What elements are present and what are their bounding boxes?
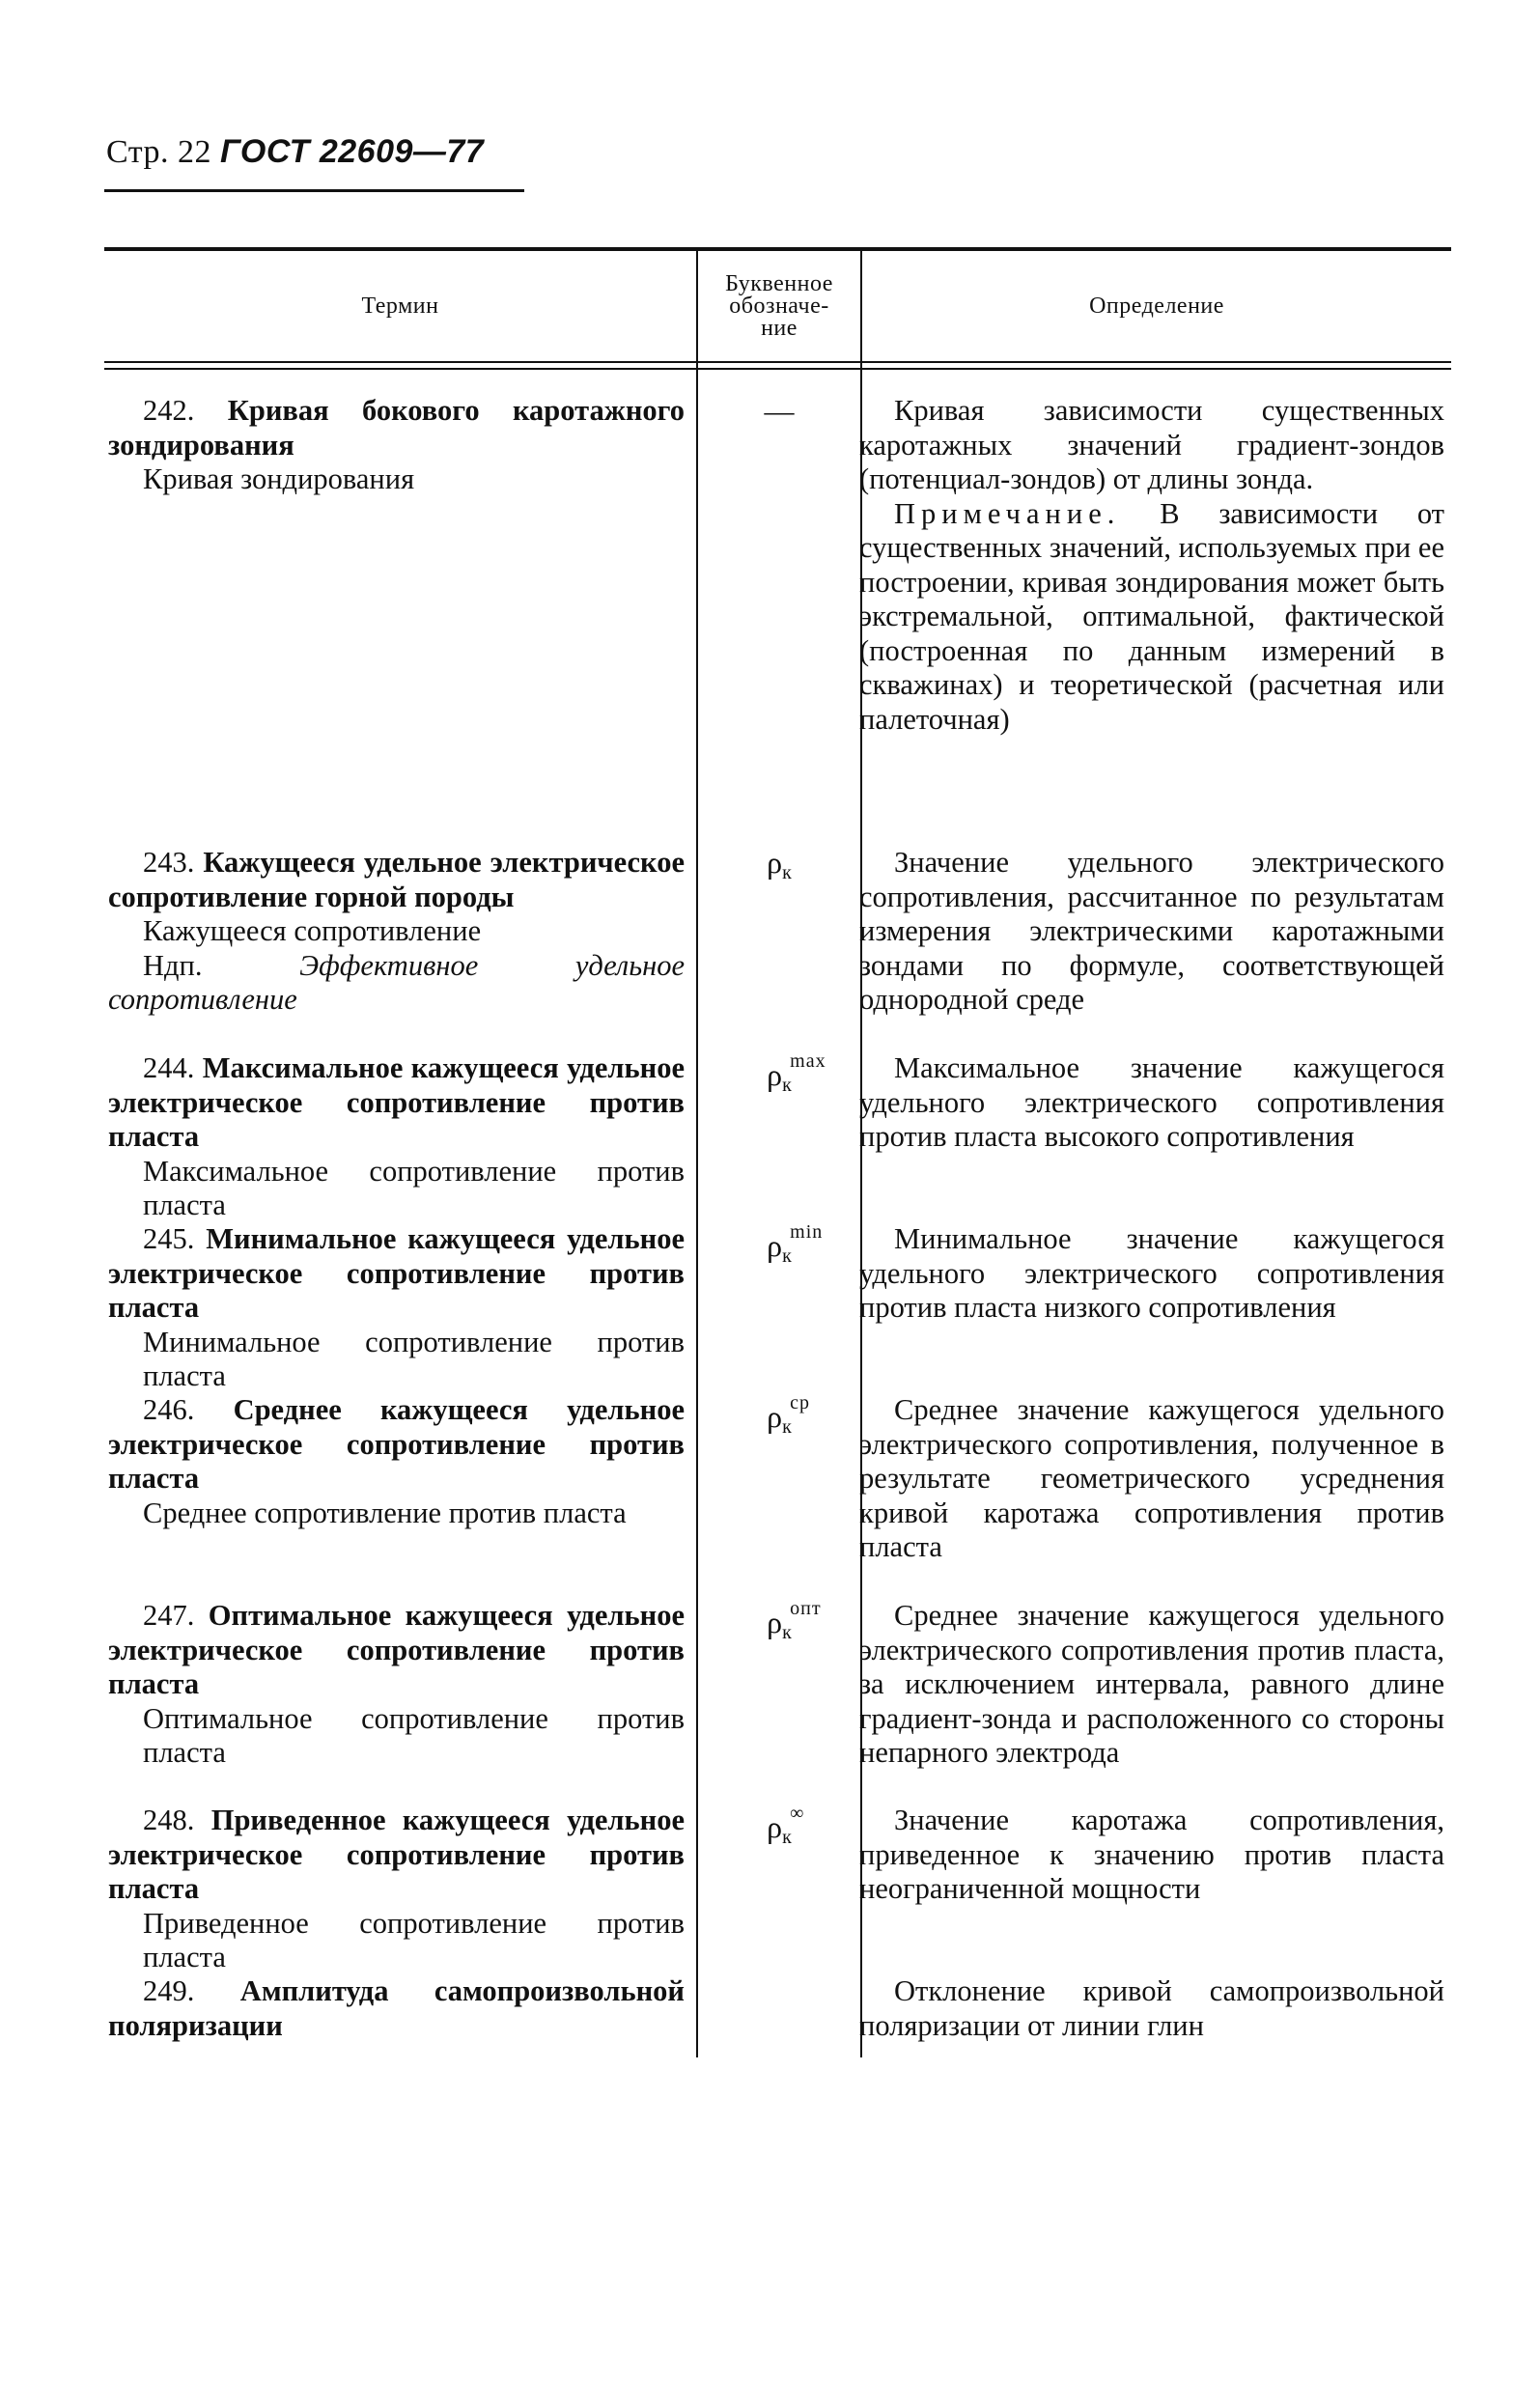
definition-243 [859,846,1444,1018]
symbol-247 [698,1598,860,1644]
term-title: Минимальное кажущееся удельное электрическое сопротивление против пласта [108,1222,685,1324]
definition-242 [859,394,1444,737]
table-head-rule-double [104,368,1451,370]
definition-text: Отклонение кривой самопроизвольной поляризации от линии глин [859,1974,1444,2042]
term-synonym: Среднее сопротивление против пласта [143,1496,627,1529]
definition-text: Максимальное значение кажущегося удельного электрического сопротивления против пласта высокого сопротивления [859,1051,1444,1153]
definition-244 [859,1051,1444,1155]
term-249 [108,1974,685,2043]
term-synonym: Минимальное сопротивление против пласта [143,1325,685,1392]
column-header-term: Термин [361,293,439,319]
term-title: Среднее кажущееся удельное электрическое сопротивление против пласта [108,1393,685,1495]
column-header-definition: Определение [1089,293,1224,319]
definition-text: Кривая зависимости существенных каротажных значений градиент-зондов (потенциал-зондов) от длины зонда. [859,394,1444,495]
term-number: 249. [143,1974,195,2007]
symbol-243 [698,846,860,884]
definition-248 [859,1804,1444,1907]
symbol-242: — [764,394,795,428]
definition-245 [859,1222,1444,1326]
rho-symbol: ρк ср [767,1392,811,1438]
symbol-248 [698,1803,860,1849]
definition-247 [859,1599,1444,1771]
page-label: Стр. 22 [106,134,212,170]
rho-symbol: ρк min [767,1221,824,1267]
ndp-label: Ндп. [143,948,203,982]
term-synonym: Оптимальное сопротивление против пласта [143,1701,685,1769]
note-label: Примечание. [894,496,1121,530]
term-number: 246. [143,1393,195,1426]
term-title: Приведенное кажущееся удельное электрическое сопротивление против пласта [108,1804,686,1905]
term-synonym: Максимальное сопротивление против пласта [143,1154,685,1221]
rho-symbol: ρк [767,845,792,883]
definition-text: Значение каротажа сопротивления, приведенное к значению против пласта неограниченной мощности [859,1804,1444,1905]
note-text: В зависимости от существенных значений, используемых при ее построении, кривая зондирования может быть экстремальной, оптимальной, фактической (построенная по данным измерений в скважинах) и теоретической (расчетная или палеточная) [859,496,1444,736]
term-244 [108,1051,685,1223]
definition-text: Среднее значение кажущегося удельного электрического сопротивления, полученное в результате геометрического усреднения кривой каротажа сопротивления против пласта [859,1393,1444,1563]
symbol-246 [698,1392,860,1439]
term-number: 244. [143,1051,195,1084]
term-number: 243. [143,846,195,879]
term-number: 245. [143,1222,195,1255]
term-248 [108,1804,685,1975]
term-number: 242. [143,394,195,427]
ndp-term: Эффективное удельное сопротивление [108,948,685,1016]
term-title: Кажущееся удельное электрическое сопротивление горной породы [108,846,685,913]
terms-table [104,247,1451,2057]
term-title: Оптимальное кажущееся удельное электрическое сопротивление против пласта [108,1599,685,1700]
definition-text: Минимальное значение кажущегося удельного электрического сопротивления против пласта низкого сопротивления [859,1222,1444,1324]
column-divider-term [696,247,698,2057]
term-247 [108,1599,685,1771]
column-header-symbol-line: Буквенное [725,270,833,296]
symbol-245 [698,1221,860,1268]
page-header [106,133,484,171]
header-rule [104,189,524,192]
symbol-244 [698,1050,860,1097]
term-242 [108,394,685,497]
definition-249 [859,1974,1444,2043]
definition-text: Значение удельного электрического сопротивления, рассчитанное по результатам измерения электрическими каротажными зондами по формуле, соответствующей однородной среде [859,846,1444,1016]
term-synonym: Кривая зондирования [143,462,415,495]
definition-246 [859,1393,1444,1565]
column-header-symbol [698,251,860,361]
term-number: 248. [143,1804,195,1836]
rho-symbol: ρк ∞ [767,1803,805,1848]
term-title: Максимальное кажущееся удельное электрическое сопротивление против пласта [108,1051,685,1153]
rho-symbol: ρк опт [767,1598,822,1643]
term-246 [108,1393,685,1530]
table-head-rule [104,361,1451,363]
term-number: 247. [143,1599,195,1632]
term-243 [108,846,685,1018]
rho-symbol: ρк max [767,1050,826,1096]
term-title: Амплитуда самопроизвольной поляризации [108,1974,686,2042]
definition-text: Среднее значение кажущегося удельного электрического сопротивления против пласта, за исключением интервала, равного длине градиент-зонда и расположенного со стороны непарного электрода [859,1599,1444,1769]
term-synonym: Кажущееся сопротивление [143,914,482,947]
column-header-symbol-line: обозначе- [729,293,829,319]
column-header-symbol-line: ние [761,315,798,341]
term-245 [108,1222,685,1394]
standard-number: ГОСТ 22609—77 [220,133,485,170]
term-synonym: Приведенное сопротивление против пласта [143,1906,685,1973]
term-title: Кривая бокового каротажного зондирования [108,394,685,462]
